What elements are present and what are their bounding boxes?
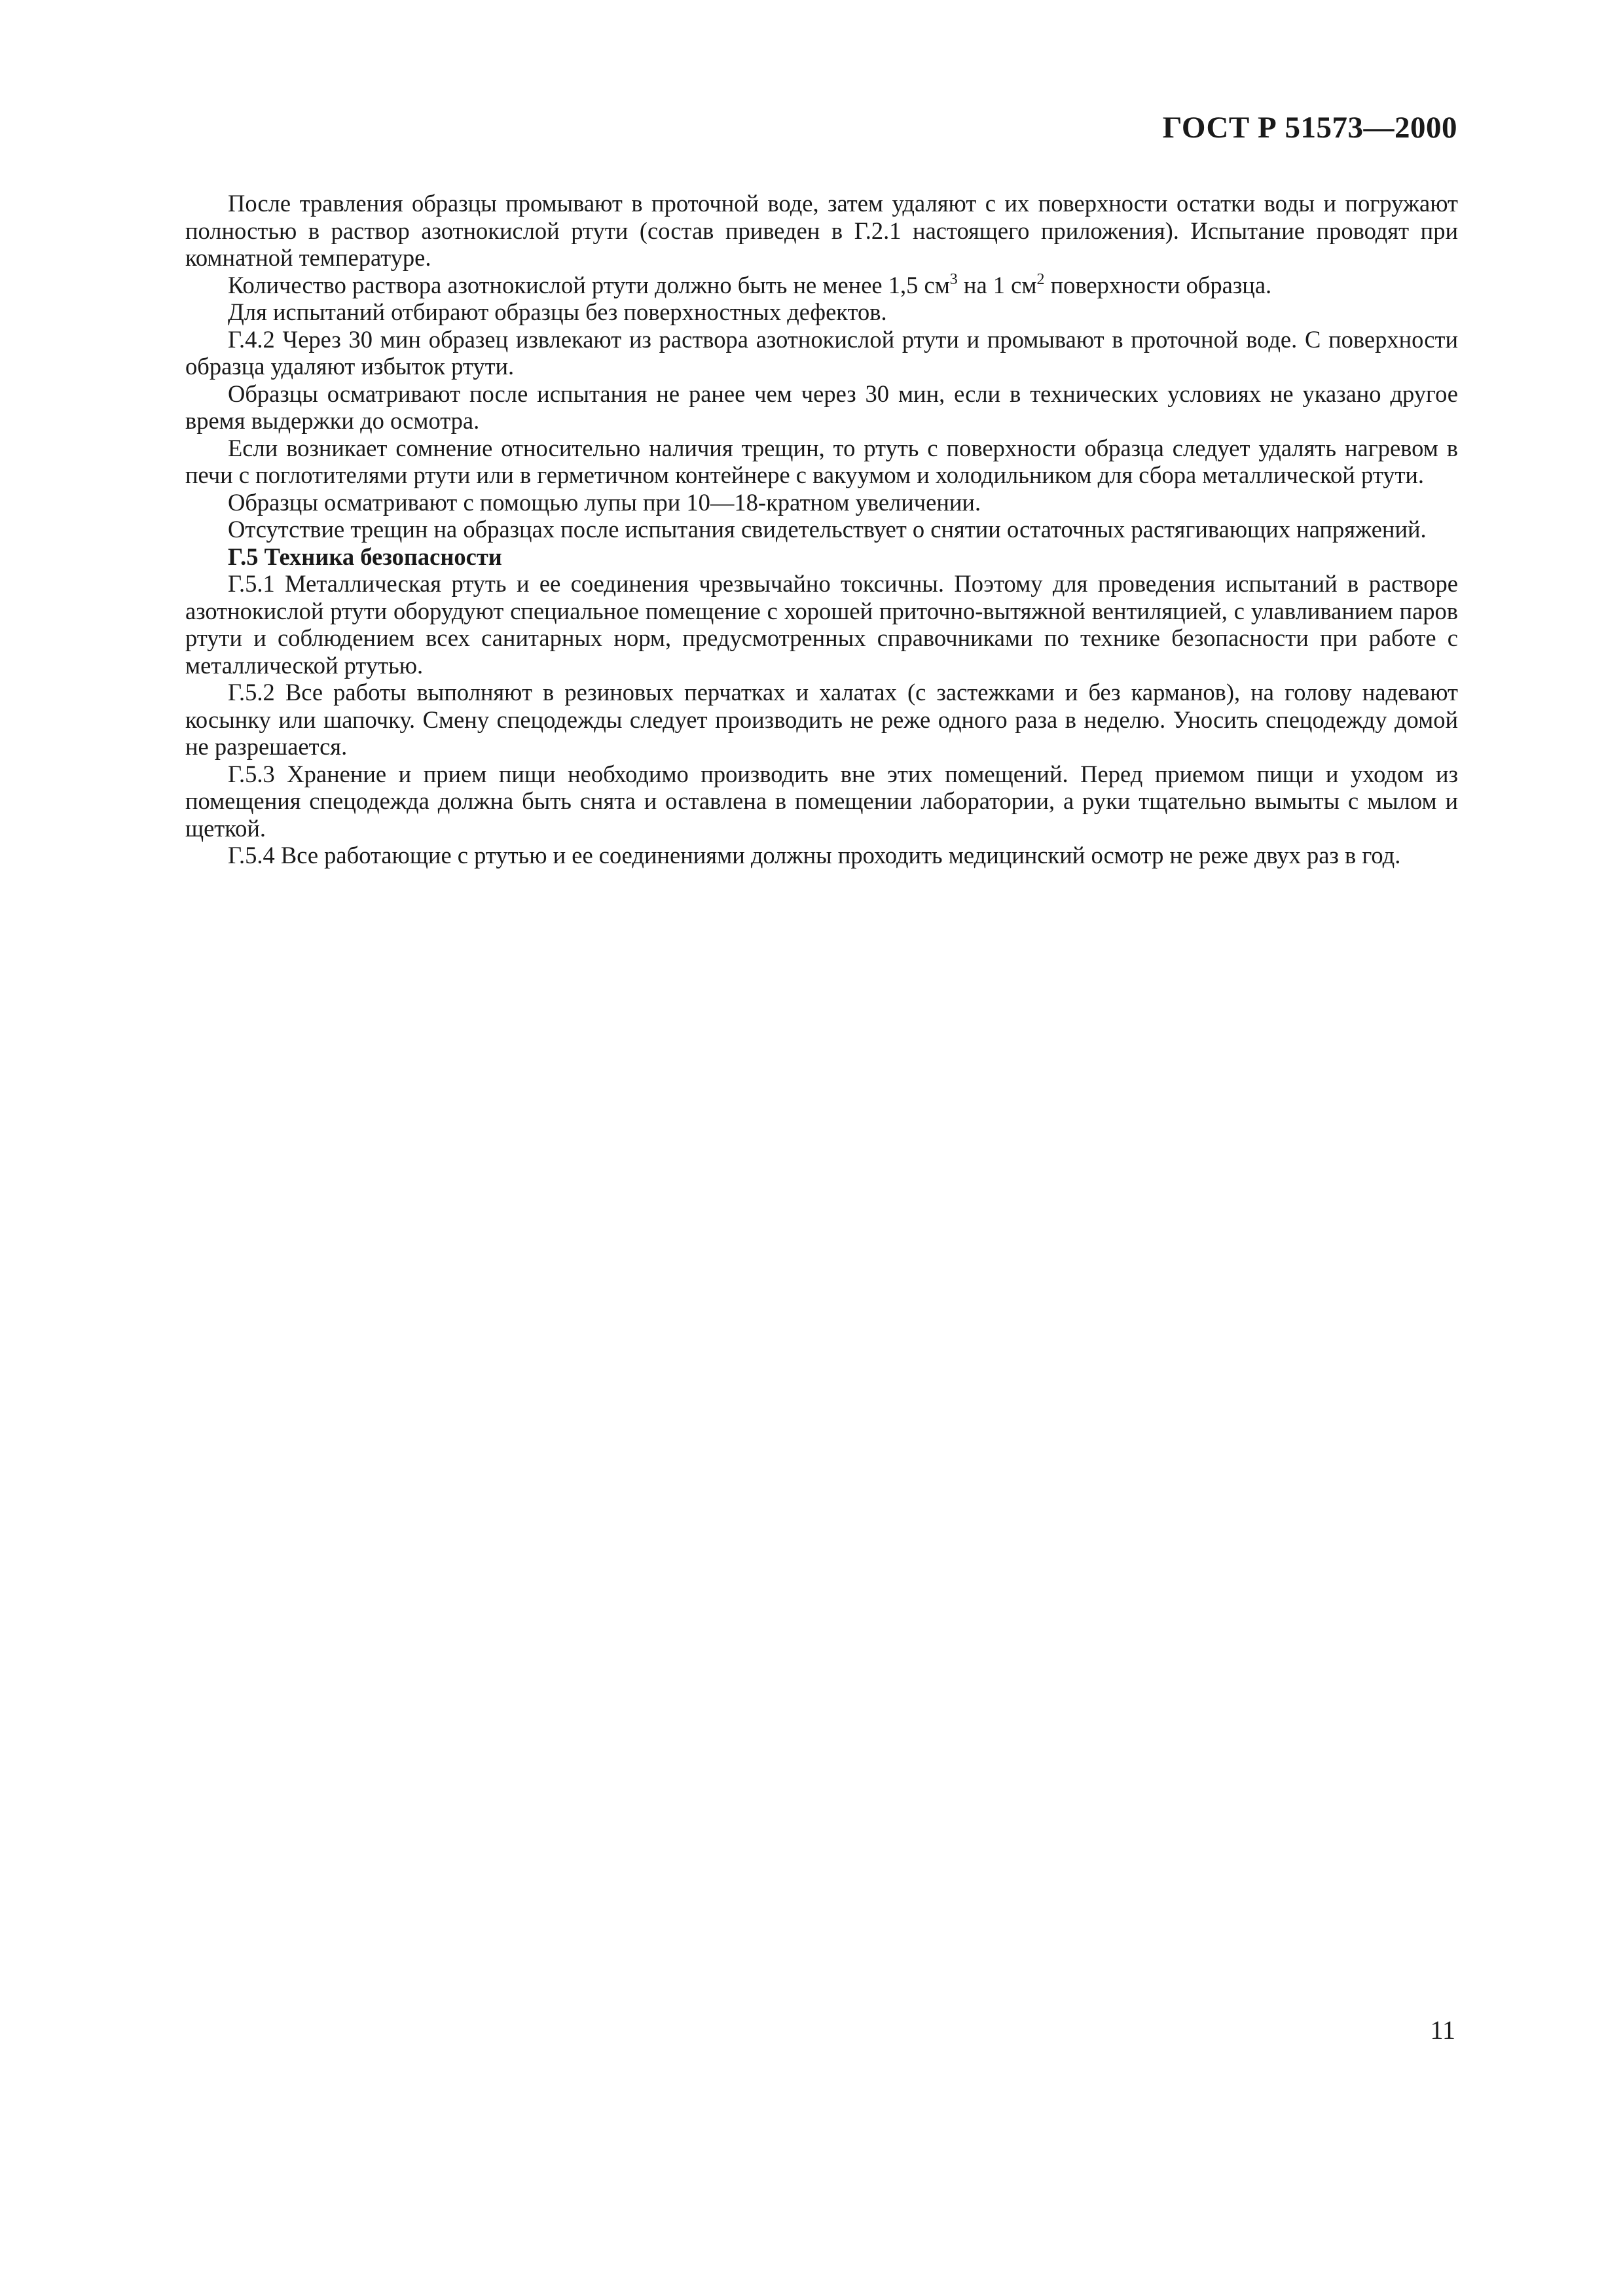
paragraph-sample-selection: Для испытаний отбирают образцы без поверхностных дефектов. [228, 298, 887, 325]
paragraph-magnifier: Образцы осматривают с помощью лупы при 10—18-кратном увеличении. [228, 488, 981, 516]
paragraph-rinsing: После травления образцы промывают в проточной воде, затем удаляют с их поверхности остатки воды и погружают полностью в раствор азотнокислой ртути (состав приведен в Г.2.1 настоящего приложения). Испытание проводят при комнатной температуре. [185, 190, 1458, 271]
paragraph-g-5-3: Г.5.3 Хранение и прием пищи необходимо производить вне этих помещений. Перед приемом пищи и уходом из помещения спецодежда должна быть снята и оставлена в помещении лаборатории, а руки тщательно вымыты с мылом и щеткой. [185, 760, 1458, 842]
paragraph-g-4-2: Г.4.2 Через 30 мин образец извлекают из раствора азотнокислой ртути и промывают в проточной воде. С поверхности образца удаляют избыток ртути. [185, 325, 1458, 380]
paragraph-g-5-2: Г.5.2 Все работы выполняют в резиновых перчатках и халатах (с застежками и без карманов), на голову надевают косынку или шапочку. Смену спецодежды следует производить не реже одного раза в неделю. Уносить спецодежду домой не разрешается. [185, 679, 1458, 760]
paragraph-mercury-removal: Если возникает сомнение относительно наличия трещин, то ртуть с поверхности образца следует удалять нагревом в печи с поглотителями ртути или в герметичном контейнере с вакуумом и холодильником для сбора металлической ртути. [185, 434, 1458, 488]
superscript-square: 2 [1036, 270, 1045, 288]
solution-amount-text-2: на 1 см [957, 271, 1037, 298]
paragraph-g-5-1: Г.5.1 Металлическая ртуть и ее соединения чрезвычайно токсичны. Поэтому для проведения испытаний в растворе азотнокислой ртути оборудуют специальное помещение с хорошей приточно-вытяжной вентиляцией, с улавливанием паров ртути и соблюдением всех санитарных норм, предусмотренных справочниками по технике безопасности при работе с металлической ртутью. [185, 570, 1458, 679]
solution-amount-text: Количество раствора азотнокислой ртути должно быть не менее 1,5 см [228, 271, 950, 298]
paragraph-no-cracks: Отсутствие трещин на образцах после испытания свидетельствует о снятии остаточных растягивающих напряжений. [228, 516, 1427, 543]
page-number: 11 [1430, 2015, 1455, 2045]
paragraph-solution-amount [185, 272, 1458, 299]
superscript-cubic: 3 [949, 270, 958, 288]
document-standard-id: ГОСТ Р 51573—2000 [1162, 111, 1457, 145]
solution-amount-text-3: поверхности образца. [1044, 271, 1272, 298]
paragraph-inspection-time: Образцы осматривают после испытания не ранее чем через 30 мин, если в технических условиях не указано другое время выдержки до осмотра. [185, 380, 1458, 434]
document-body [185, 190, 1458, 869]
paragraph-g-5-4: Г.5.4 Все работающие с ртутью и ее соединениями должны проходить медицинский осмотр не реже двух раз в год. [228, 842, 1401, 869]
section-heading-safety: Г.5 Техника безопасности [228, 543, 502, 570]
